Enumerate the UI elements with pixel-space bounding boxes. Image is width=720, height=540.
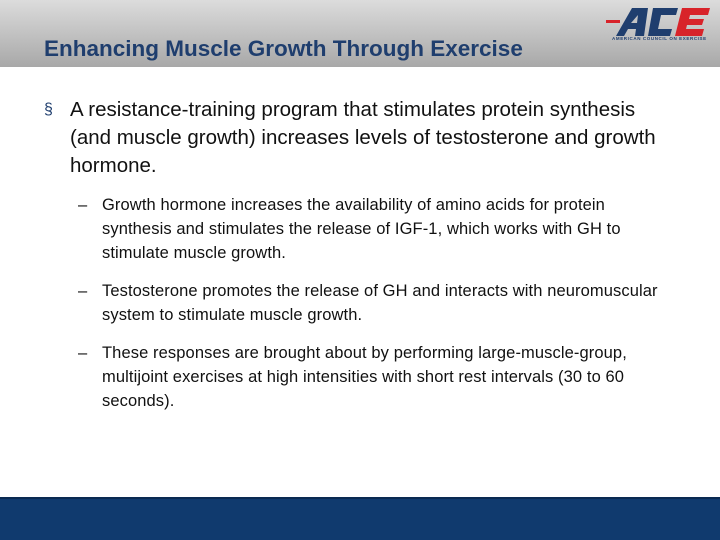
footer-band (0, 497, 720, 540)
sub-bullet-text: Testosterone promotes the release of GH and interacts with neuromuscular system to stimulate muscle growth. (102, 282, 658, 324)
sub-bullet-responses (78, 341, 664, 413)
sub-bullet-growth-hormone (78, 193, 664, 265)
sub-bullet-text: These responses are brought about by performing large-muscle-group, multijoint exercises at high intensities with short rest intervals (30 to 60 seconds). (102, 344, 627, 410)
bullet-marker: § (44, 101, 53, 118)
ace-logo-c (648, 8, 678, 36)
slide-title: Enhancing Muscle Growth Through Exercise (44, 36, 523, 61)
ace-logo-stripe (606, 20, 620, 23)
sub-bullet-testosterone (78, 279, 664, 327)
main-bullet (44, 96, 664, 180)
main-bullet-text: A resistance-training program that stimulates protein synthesis (and muscle growth) increases levels of testosterone and growth hormone. (70, 98, 656, 177)
ace-logo-e (675, 8, 710, 36)
sub-bullet-dash: – (78, 344, 88, 362)
ace-logo-letters (606, 8, 710, 36)
sub-bullet-dash: – (78, 196, 88, 214)
sub-bullet-text: Growth hormone increases the availability of amino acids for protein synthesis and stimulates the release of IGF-1, which works with GH to stimulate muscle growth. (102, 196, 621, 262)
sub-bullet-list (44, 193, 664, 413)
logo-tagline: AMERICAN COUNCIL ON EXERCISE (612, 36, 707, 41)
slide-body (44, 96, 664, 427)
sub-bullet-dash: – (78, 282, 88, 300)
